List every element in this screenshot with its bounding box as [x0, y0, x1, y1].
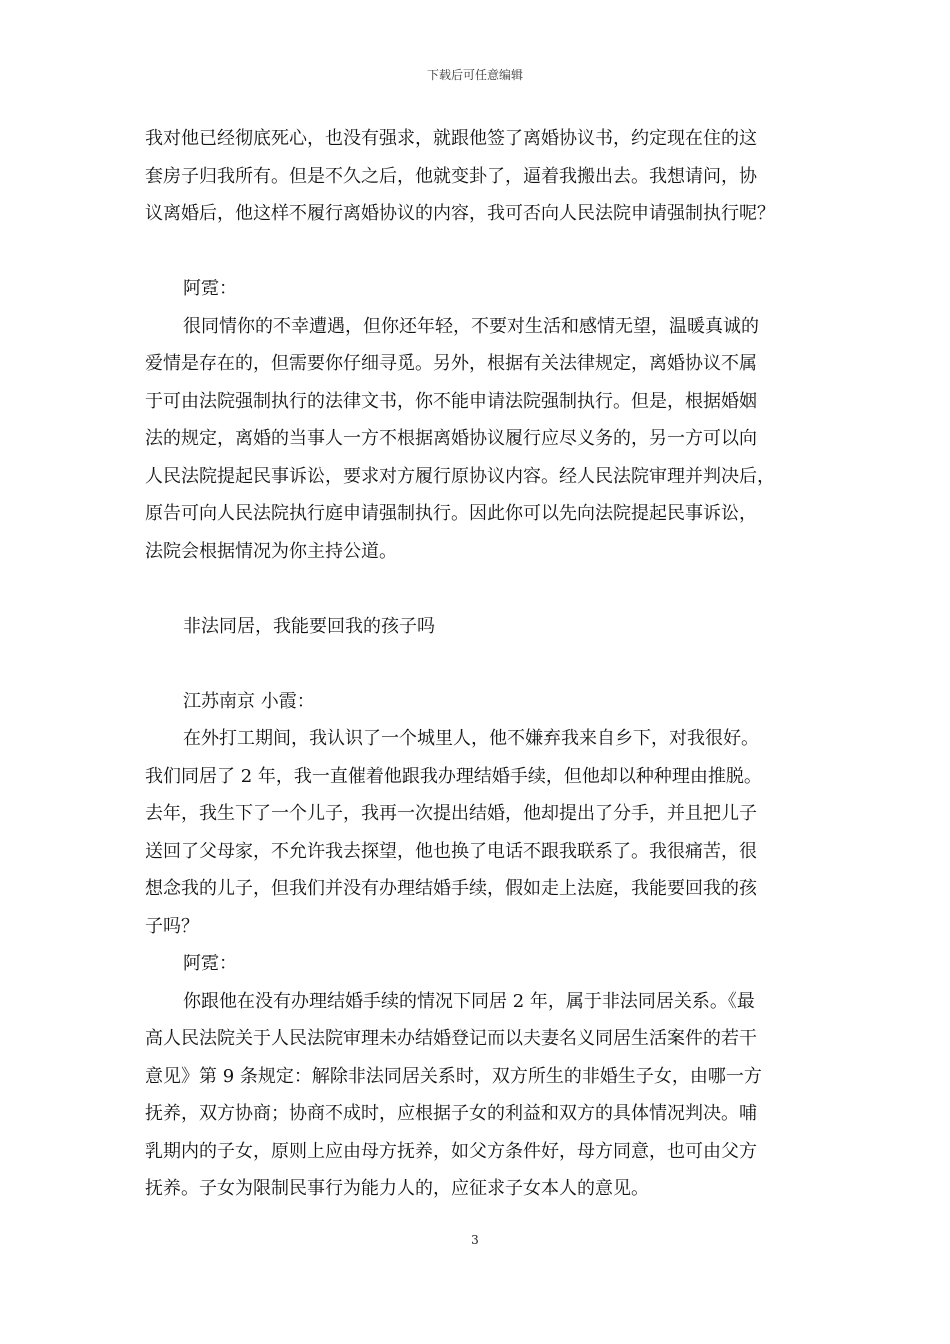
- text-line: 子吗？: [145, 915, 199, 937]
- blank-line: [145, 233, 810, 271]
- page-header: 下载后可任意编辑: [426, 68, 523, 82]
- text-line: 乳期内的子女，原则上应由母方抚养，如父方条件好，母方同意，也可由父方: [145, 1140, 757, 1162]
- text-line: 议离婚后，他这样不履行离婚协议的内容，我可否向人民法院申请强制执行呢？: [145, 203, 775, 224]
- page-number: 3: [471, 1233, 479, 1247]
- text-line: 意见》第 9 条规定：解除非法同居关系时，双方所生的非婚生子女，由哪一方: [145, 1065, 762, 1087]
- text-line: 想念我的儿子，但我们并没有办理结婚手续，假如走上法庭，我能要回我的孩: [145, 878, 757, 899]
- text-line: 抚养。子女为限制民事行为能力人的，应征求子女本人的意见。: [145, 1178, 649, 1199]
- text-line: 爱情是存在的，但需要你仔细寻觅。另外，根据有关法律规定，离婚协议不属: [145, 353, 757, 374]
- text-line: 送回了父母家，不允许我去探望，他也换了电话不跟我联系了。我很痛苦，很: [145, 840, 757, 862]
- text-line: 你跟他在没有办理结婚手续的情况下同居 2 年，属于非法同居关系。《最: [183, 990, 755, 1012]
- text-line: 我对他已经彻底死心，也没有强求，就跟他签了离婚协议书，约定现在住的这: [145, 128, 757, 149]
- text-line: 法的规定，离婚的当事人一方不根据离婚协议履行应尽义务的，另一方可以向: [145, 428, 757, 449]
- text-line: 人民法院提起民事诉讼，要求对方履行原协议内容。经人民法院审理并判决后，: [145, 465, 775, 487]
- text-line: 去年，我生下了一个儿子，我再一次提出结婚，他却提出了分手，并且把儿子: [145, 803, 757, 824]
- text-line: 法院会根据情况为你主持公道。: [145, 540, 397, 562]
- text-line: 原告可向人民法院执行庭申请强制执行。因此你可以先向法院提起民事诉讼，: [145, 503, 757, 524]
- text-line: 江苏南京 小霞：: [183, 690, 315, 712]
- text-line: 非法同居，我能要回我的孩子吗: [183, 615, 435, 637]
- blank-line: [145, 570, 810, 608]
- text-line: 于可由法院强制执行的法律文书，你不能申请法院强制执行。但是，根据婚姻: [145, 390, 757, 412]
- text-line: 抚养，双方协商；协商不成时，应根据子女的利益和双方的具体情况判决。哺: [145, 1103, 757, 1124]
- text-line: 高人民法院关于人民法院审理未办结婚登记而以夫妻名义同居生活案件的若干: [145, 1028, 757, 1049]
- text-line: 很同情你的不幸遭遇，但你还年轻，不要对生活和感情无望，温暖真诚的: [183, 315, 759, 337]
- blank-line: [145, 645, 810, 683]
- document-body: [145, 120, 810, 1208]
- text-line: 阿霓：: [183, 953, 237, 974]
- text-line: 套房子归我所有。但是不久之后，他就变卦了，逼着我搬出去。我想请问，协: [145, 165, 757, 187]
- text-line: 我们同居了 2 年，我一直催着他跟我办理结婚手续，但他却以种种理由推脱。: [145, 765, 762, 787]
- text-line: 阿霓：: [183, 278, 237, 299]
- text-line: 在外打工期间，我认识了一个城里人，他不嫌弃我来自乡下，对我很好。: [183, 728, 759, 749]
